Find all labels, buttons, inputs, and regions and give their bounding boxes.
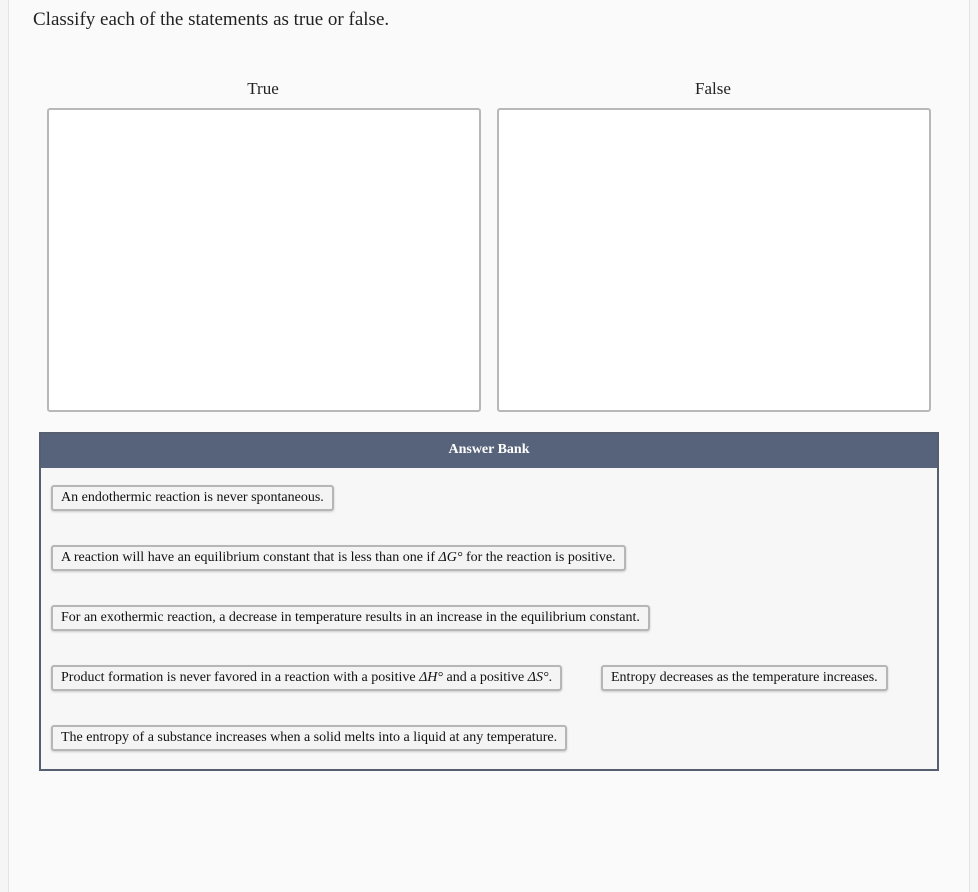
delta-g-symbol: ΔG° — [438, 550, 463, 565]
question-panel — [8, 0, 970, 892]
question-prompt: Classify each of the statements as true or false. — [33, 9, 390, 30]
answer-tile-entropy-melting[interactable] — [51, 725, 567, 751]
answer-tile-equilibrium-constant[interactable] — [51, 545, 626, 571]
true-drop-zone[interactable] — [47, 108, 481, 412]
answer-tile-label: and a positive — [446, 670, 525, 685]
answer-tile-label: An endothermic reaction is never spontaneous. — [61, 490, 324, 505]
answer-tile-label: . — [548, 670, 553, 685]
answer-tile-label: A reaction will have an equilibrium constant that is less than one if — [61, 550, 436, 565]
answer-tile-exothermic[interactable] — [51, 605, 650, 631]
false-drop-zone[interactable] — [497, 108, 931, 412]
answer-bank-title: Answer Bank — [41, 434, 937, 468]
true-column-label: True — [247, 79, 279, 98]
answer-bank — [39, 432, 939, 771]
answer-tile-endothermic[interactable] — [51, 485, 334, 511]
answer-tile-entropy-temperature[interactable] — [601, 665, 888, 691]
answer-tile-label: The entropy of a substance increases when a solid melts into a liquid at any temperature. — [61, 730, 558, 745]
answer-tile-product-formation[interactable] — [51, 665, 562, 691]
delta-h-symbol: ΔH° — [419, 670, 443, 685]
answer-tile-label: For an exothermic reaction, a decrease in temperature results in an increase in the equilibrium constant. — [61, 610, 640, 625]
answer-tile-label: Entropy decreases as the temperature increases. — [611, 670, 878, 685]
answer-tile-label: Product formation is never favored in a reaction with a positive — [61, 670, 416, 685]
false-column-label: False — [695, 79, 731, 98]
delta-s-symbol: ΔS° — [527, 670, 549, 685]
answer-tile-label: for the reaction is positive. — [465, 550, 616, 565]
